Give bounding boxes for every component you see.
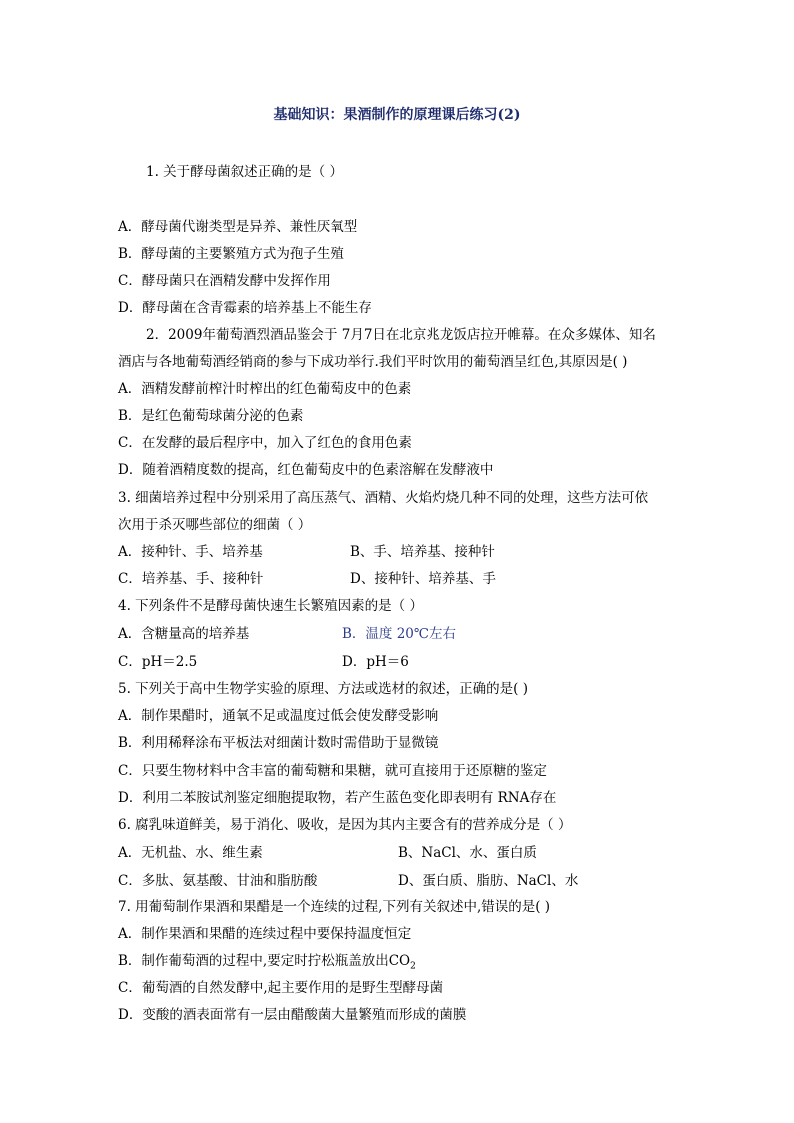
question-1-option-c: C．酵母菌只在酒精发酵中发挥作用 bbox=[118, 273, 331, 289]
question-7-option-b bbox=[118, 951, 416, 977]
question-3-option-d: D、接种针、培养基、手 bbox=[350, 571, 496, 587]
question-6-stem: 6. 腐乳味道鲜美，易于消化、吸收，是因为其内主要含有的营养成分是（ ） bbox=[118, 817, 572, 833]
co2-formula: $CO_2$ bbox=[388, 953, 416, 972]
question-7-option-b-text: B．制作葡萄酒的过程中,要定时拧松瓶盖放出 bbox=[118, 953, 389, 969]
question-4-option-c: C．pH＝2.5 bbox=[118, 654, 198, 670]
question-1-option-b: B．酵母菌的主要繁殖方式为孢子生殖 bbox=[118, 246, 344, 262]
question-6-option-d: D、蛋白质、脂肪、NaCl、水 bbox=[398, 873, 579, 889]
question-3-stem-line-1: 3. 细菌培养过程中分别采用了高压蒸气、酒精、火焰灼烧几种不同的处理，这些方法可依 bbox=[118, 490, 649, 506]
question-2-option-b: B．是红色葡萄球菌分泌的色素 bbox=[118, 408, 304, 424]
question-4-option-a: A．含糖量高的培养基 bbox=[118, 626, 250, 642]
question-5-option-a: A．制作果醋时，通氧不足或温度过低会使发酵受影响 bbox=[118, 708, 439, 724]
question-6-option-b: B、NaCl、水、蛋白质 bbox=[398, 845, 537, 861]
question-7-option-c: C．葡萄酒的自然发酵中,起主要作用的是野生型酵母菌 bbox=[118, 980, 444, 996]
question-6-option-c: C．多肽、氨基酸、甘油和脂肪酸 bbox=[118, 873, 318, 889]
question-3-stem-line-2: 次用于杀灭哪些部位的细菌（ ） bbox=[118, 517, 312, 533]
question-7-stem: 7. 用葡萄制作果酒和果醋是一个连续的过程,下列有关叙述中,错误的是( ) bbox=[118, 899, 551, 915]
question-6-option-a: A．无机盐、水、维生素 bbox=[118, 845, 263, 861]
question-3-option-b: B、手、培养基、接种针 bbox=[350, 544, 495, 560]
question-1-option-a: A．酵母菌代谢类型是异养、兼性厌氧型 bbox=[118, 219, 358, 235]
question-2-stem-line-1: 2．2009年葡萄酒烈酒品鉴会于 7月7日在北京兆龙饭店拉开帷幕。在众多媒体、知名 bbox=[146, 327, 656, 343]
question-5-option-c: C．只要生物材料中含丰富的葡萄糖和果糖，就可直接用于还原糖的鉴定 bbox=[118, 763, 547, 779]
question-3-option-a: A．接种针、手、培养基 bbox=[118, 544, 263, 560]
question-4-stem: 4. 下列条件不是酵母菌快速生长繁殖因素的是（ ） bbox=[118, 598, 423, 614]
question-2-option-c: C．在发酵的最后程序中，加入了红色的食用色素 bbox=[118, 435, 412, 451]
question-7-option-d: D．变酸的酒表面常有一层由醋酸菌大量繁殖而形成的菌膜 bbox=[118, 1007, 467, 1023]
question-2-stem-line-2: 酒店与各地葡萄酒经销商的参与下成功举行.我们平时饮用的葡萄酒呈红色,其原因是( ) bbox=[118, 354, 628, 370]
question-2-option-a: A．酒精发酵前榨汁时榨出的红色葡萄皮中的色素 bbox=[118, 381, 412, 397]
question-1-option-d: D．酵母菌在含青霉素的培养基上不能生存 bbox=[118, 300, 372, 316]
question-7-option-a: A．制作果酒和果醋的连续过程中要保持温度恒定 bbox=[118, 926, 412, 942]
question-5-option-b: B．利用稀释涂布平板法对细菌计数时需借助于显微镜 bbox=[118, 735, 439, 751]
page-title: 基础知识：果酒制作的原理课后练习(2) bbox=[273, 107, 521, 123]
question-2-option-d: D．随着酒精度数的提高，红色葡萄皮中的色素溶解在发酵液中 bbox=[118, 462, 494, 478]
question-4-option-b: B．温度 20℃左右 bbox=[342, 626, 456, 642]
question-3-option-c: C．培养基、手、接种针 bbox=[118, 571, 264, 587]
question-1-stem: 1. 关于酵母菌叙述正确的是（ ） bbox=[146, 164, 343, 180]
question-5-option-d: D．利用二苯胺试剂鉴定细胞提取物，若产生蓝色变化即表明有 RNA存在 bbox=[118, 790, 557, 806]
question-4-option-d: D．pH＝6 bbox=[342, 654, 409, 670]
question-5-stem: 5. 下列关于高中生物学实验的原理、方法或选材的叙述，正确的是( ) bbox=[118, 681, 528, 697]
